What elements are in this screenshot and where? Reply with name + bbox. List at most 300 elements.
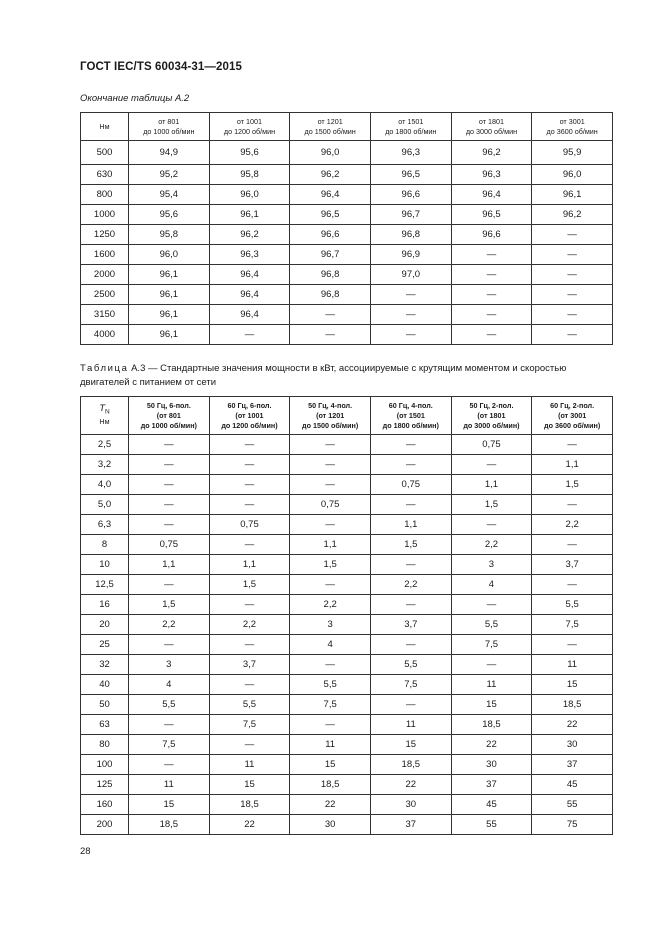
table-cell: 30 (451, 755, 532, 775)
table-cell: 3 (290, 615, 371, 635)
table-cell: 3,7 (370, 615, 451, 635)
torque-subscript: N (105, 408, 110, 416)
table-cell: — (532, 225, 613, 245)
table-cell: 3,7 (532, 555, 613, 575)
table-cell: — (209, 675, 290, 695)
table-cell: — (532, 495, 613, 515)
column-header (532, 113, 613, 141)
table-row (81, 141, 613, 165)
table-cell: 97,0 (370, 265, 451, 285)
table-cell: 15 (370, 735, 451, 755)
table-cell: 10 (81, 555, 129, 575)
column-header-line: (от 1801 (477, 410, 506, 420)
column-header-line: (от 801 (156, 410, 181, 420)
table-cell: 630 (81, 165, 129, 185)
table-cell: — (451, 455, 532, 475)
column-header (370, 113, 451, 141)
column-header-line: 60 Гц, 4-пол. (388, 400, 433, 410)
table-row (81, 675, 613, 695)
table-cell: 2,2 (290, 595, 371, 615)
table-cell: 3150 (81, 305, 129, 325)
table-cell: 96,3 (209, 245, 290, 265)
table-cell: 50 (81, 695, 129, 715)
table-cell: 37 (370, 815, 451, 835)
table-cell: — (209, 325, 290, 345)
table-cell: 15 (532, 675, 613, 695)
table-cell: — (370, 325, 451, 345)
table2-header-row (81, 397, 613, 435)
table-a2-continuation (80, 112, 613, 345)
table-cell: 200 (81, 815, 129, 835)
table-cell: 100 (81, 755, 129, 775)
table2-caption (80, 362, 612, 390)
table-cell: — (290, 435, 371, 455)
table-cell: 3 (451, 555, 532, 575)
table-cell: 0,75 (209, 515, 290, 535)
table-cell: 25 (81, 635, 129, 655)
table-cell: 30 (370, 795, 451, 815)
column-header-line: до 3000 об/мин (465, 126, 518, 136)
table-cell: 2000 (81, 265, 129, 285)
table-cell: 96,5 (290, 205, 371, 225)
table-cell: — (290, 515, 371, 535)
column-header (532, 397, 613, 435)
table-cell: 18,5 (370, 755, 451, 775)
table-cell: 5,5 (129, 695, 210, 715)
table-row (81, 435, 613, 455)
table-cell: — (532, 635, 613, 655)
table-cell: 4000 (81, 325, 129, 345)
table-cell: — (209, 495, 290, 515)
table-cell: 15 (290, 755, 371, 775)
table-cell: 15 (209, 775, 290, 795)
table-cell: 96,4 (209, 265, 290, 285)
table-cell: 7,5 (451, 635, 532, 655)
table-cell: 75 (532, 815, 613, 835)
column-header-line: до 3600 об/мин (546, 126, 598, 136)
table-cell: 12,5 (81, 575, 129, 595)
table-cell: 22 (370, 775, 451, 795)
table-cell: 1250 (81, 225, 129, 245)
column-header-line: от 3001 (559, 116, 585, 126)
column-header-line: до 1800 об/мин) (382, 420, 439, 430)
table-row (81, 795, 613, 815)
table-cell: — (451, 265, 532, 285)
table-cell: 2,2 (129, 615, 210, 635)
table-cell: — (451, 245, 532, 265)
table-cell: 11 (209, 755, 290, 775)
table-cell: — (129, 715, 210, 735)
table-cell: 96,0 (129, 245, 210, 265)
table-cell: 5,5 (451, 615, 532, 635)
table-cell: 18,5 (532, 695, 613, 715)
table-cell: 95,6 (129, 205, 210, 225)
table-cell: 96,4 (209, 305, 290, 325)
torque-unit: Нм (99, 417, 110, 427)
table-cell: 95,2 (129, 165, 210, 185)
table-cell: 2500 (81, 285, 129, 305)
column-header-line: (от 3001 (558, 410, 587, 420)
table2-caption-label: Таблица (80, 363, 129, 374)
table-cell: 96,7 (370, 205, 451, 225)
column-header-line: от 1201 (317, 116, 343, 126)
table-cell: — (532, 285, 613, 305)
table-row (81, 535, 613, 555)
table-cell: — (129, 755, 210, 775)
table-cell: 45 (451, 795, 532, 815)
table-cell: — (209, 595, 290, 615)
torque-symbol: T (99, 402, 106, 414)
table-cell: — (370, 435, 451, 455)
table-cell: 96,4 (290, 185, 371, 205)
column-header-line: 50 Гц, 6-пол. (146, 400, 191, 410)
table-row (81, 735, 613, 755)
table-cell: 11 (532, 655, 613, 675)
table-cell: — (209, 435, 290, 455)
table-cell: — (290, 575, 371, 595)
table-cell: 6,3 (81, 515, 129, 535)
column-header-line: (от 1501 (396, 410, 425, 420)
table-a3 (80, 396, 613, 835)
column-header (290, 397, 371, 435)
table-row (81, 305, 613, 325)
table-row (81, 225, 613, 245)
column-header-line: до 1000 об/мин) (140, 420, 197, 430)
table-cell: 18,5 (451, 715, 532, 735)
table-cell: 1,5 (290, 555, 371, 575)
table-cell: 1,5 (209, 575, 290, 595)
column-header (129, 397, 210, 435)
table-cell: — (451, 515, 532, 535)
table-row (81, 205, 613, 225)
table-cell: 4 (129, 675, 210, 695)
column-header (81, 113, 129, 141)
table-cell: 96,1 (129, 325, 210, 345)
table-cell: 96,0 (532, 165, 613, 185)
table-cell: 3,7 (209, 655, 290, 675)
table-cell: 18,5 (209, 795, 290, 815)
table-cell: 11 (451, 675, 532, 695)
table-cell: 11 (129, 775, 210, 795)
table-row (81, 555, 613, 575)
table-row (81, 815, 613, 835)
column-header-line: до 3000 об/мин) (463, 420, 520, 430)
table-cell: 18,5 (290, 775, 371, 795)
table-row (81, 635, 613, 655)
table-cell: 0,75 (370, 475, 451, 495)
table1-body (81, 141, 613, 345)
table-cell: 1,5 (532, 475, 613, 495)
table-cell: 5,0 (81, 495, 129, 515)
table-row (81, 755, 613, 775)
table-cell: 1,5 (370, 535, 451, 555)
table-cell: 160 (81, 795, 129, 815)
table-cell: — (370, 595, 451, 615)
table-row (81, 265, 613, 285)
table-cell: — (209, 635, 290, 655)
table-cell: 96,0 (290, 141, 371, 165)
column-header (451, 397, 532, 435)
column-header-line: Нм (99, 121, 110, 131)
table-cell: 15 (129, 795, 210, 815)
table-cell: 800 (81, 185, 129, 205)
table2-caption-text: А.3 — Стандартные значения мощности в кВт, ассоциируемые с крутящим моментом и скоростью двигателей с питанием от сети (80, 363, 567, 388)
table-cell: — (532, 575, 613, 595)
table-cell: 30 (290, 815, 371, 835)
column-header-line: 60 Гц, 6-пол. (227, 400, 272, 410)
torque-column-header (81, 397, 129, 435)
table-cell: 96,6 (290, 225, 371, 245)
table-cell: 95,4 (129, 185, 210, 205)
column-header (290, 113, 371, 141)
table-cell: 96,2 (532, 205, 613, 225)
table-cell: 96,8 (290, 265, 371, 285)
table-cell: 500 (81, 141, 129, 165)
table-cell: 2,2 (532, 515, 613, 535)
table-cell: 63 (81, 715, 129, 735)
table-cell: 37 (532, 755, 613, 775)
table-cell: 96,8 (370, 225, 451, 245)
column-header (451, 113, 532, 141)
table-cell: 15 (451, 695, 532, 715)
table-cell: 96,6 (451, 225, 532, 245)
table-cell: 80 (81, 735, 129, 755)
table-cell: — (532, 435, 613, 455)
table-cell: 95,8 (129, 225, 210, 245)
table-row (81, 655, 613, 675)
table-cell: — (129, 575, 210, 595)
table-row (81, 455, 613, 475)
table-cell: — (290, 305, 371, 325)
table-cell: 11 (290, 735, 371, 755)
column-header-line: от 1801 (478, 116, 505, 126)
table-cell: 5,5 (370, 655, 451, 675)
table-cell: — (451, 325, 532, 345)
table-cell: 2,2 (370, 575, 451, 595)
table-cell: 95,8 (209, 165, 290, 185)
table1-header-row (81, 113, 613, 141)
column-header-line: до 1200 об/мин (223, 126, 276, 136)
table-cell: 16 (81, 595, 129, 615)
table-cell: 4,0 (81, 475, 129, 495)
table-cell: 96,3 (370, 141, 451, 165)
table-cell: 7,5 (209, 715, 290, 735)
table-cell: 96,9 (370, 245, 451, 265)
table-cell: — (290, 475, 371, 495)
column-header-line: до 1500 об/мин (304, 126, 356, 136)
table-cell: — (290, 455, 371, 475)
table-row (81, 615, 613, 635)
table-row (81, 595, 613, 615)
table-cell: 5,5 (532, 595, 613, 615)
table-cell: 45 (532, 775, 613, 795)
table-cell: — (370, 305, 451, 325)
table-cell: 125 (81, 775, 129, 795)
table-cell: 95,9 (532, 141, 613, 165)
table-cell: — (370, 555, 451, 575)
table-row (81, 775, 613, 795)
table-row (81, 165, 613, 185)
column-header-line: 50 Гц, 4-пол. (308, 400, 353, 410)
table-cell: 32 (81, 655, 129, 675)
table-cell: 96,8 (290, 285, 371, 305)
table-cell: — (532, 535, 613, 555)
table1-caption: Окончание таблицы А.2 (80, 93, 190, 104)
table-cell: 5,5 (209, 695, 290, 715)
table-cell: 0,75 (451, 435, 532, 455)
table-cell: — (129, 435, 210, 455)
table-cell: — (451, 305, 532, 325)
table-row (81, 475, 613, 495)
table-row (81, 325, 613, 345)
table-cell: 2,2 (451, 535, 532, 555)
column-header (209, 397, 290, 435)
table-cell: — (209, 455, 290, 475)
table-cell: 22 (290, 795, 371, 815)
column-header (209, 113, 290, 141)
table-row (81, 695, 613, 715)
table-cell: 96,4 (209, 285, 290, 305)
table-cell: 3,2 (81, 455, 129, 475)
table-cell: — (209, 535, 290, 555)
table-cell: — (129, 515, 210, 535)
table-cell: 96,5 (451, 205, 532, 225)
table-cell: 96,1 (129, 265, 210, 285)
table-cell: — (451, 595, 532, 615)
column-header (370, 397, 451, 435)
table-cell: 0,75 (129, 535, 210, 555)
table-cell: — (370, 495, 451, 515)
table-cell: 2,5 (81, 435, 129, 455)
table-row (81, 575, 613, 595)
table-row (81, 245, 613, 265)
column-header-line: 60 Гц, 2-пол. (550, 400, 595, 410)
column-header-line: (от 1001 (235, 410, 264, 420)
table-cell: 96,3 (451, 165, 532, 185)
column-header (129, 113, 210, 141)
table-cell: 1,1 (532, 455, 613, 475)
table-cell: 1,1 (370, 515, 451, 535)
table-row (81, 715, 613, 735)
table-cell: — (532, 245, 613, 265)
table-cell: 95,6 (209, 141, 290, 165)
table-cell: 96,1 (129, 285, 210, 305)
table-cell: 2,2 (209, 615, 290, 635)
column-header-line: до 3600 об/мин) (544, 420, 601, 430)
column-header-line: до 1800 об/мин (385, 126, 437, 136)
table-cell: — (532, 325, 613, 345)
table-cell: — (290, 655, 371, 675)
column-header-line: от 1001 (236, 116, 263, 126)
table-cell: 94,9 (129, 141, 210, 165)
table-cell: 8 (81, 535, 129, 555)
table2-body (81, 435, 613, 835)
table-cell: 7,5 (370, 675, 451, 695)
column-header-line: до 1200 об/мин) (221, 420, 278, 430)
column-header-line: до 1000 об/мин (143, 126, 195, 136)
table-cell: — (451, 655, 532, 675)
document-header: ГОСТ IEC/TS 60034-31—2015 (80, 61, 242, 73)
table-cell: 22 (451, 735, 532, 755)
table-cell: — (209, 475, 290, 495)
table-cell: — (370, 455, 451, 475)
table-cell: 1,5 (451, 495, 532, 515)
table-cell: — (129, 475, 210, 495)
table-cell: 96,1 (209, 205, 290, 225)
table-cell: 22 (209, 815, 290, 835)
table-cell: 96,2 (451, 141, 532, 165)
table-cell: — (129, 455, 210, 475)
table-cell: 20 (81, 615, 129, 635)
table-cell: 18,5 (129, 815, 210, 835)
column-header-line: до 1500 об/мин) (302, 420, 359, 430)
table-cell: 55 (451, 815, 532, 835)
table-cell: 1,1 (451, 475, 532, 495)
table-cell: — (129, 635, 210, 655)
table-cell: 1,5 (129, 595, 210, 615)
table-cell: 0,75 (290, 495, 371, 515)
table-cell: 1600 (81, 245, 129, 265)
table-cell: — (290, 715, 371, 735)
table-row (81, 285, 613, 305)
table-cell: — (290, 325, 371, 345)
table-cell: 96,4 (451, 185, 532, 205)
table-cell: 30 (532, 735, 613, 755)
table-cell: 96,1 (129, 305, 210, 325)
table-cell: 11 (370, 715, 451, 735)
table-cell: — (532, 265, 613, 285)
table-cell: 96,1 (532, 185, 613, 205)
table-cell: 96,0 (209, 185, 290, 205)
table-cell: 1,1 (129, 555, 210, 575)
table-row (81, 185, 613, 205)
table-row (81, 515, 613, 535)
table-cell: 22 (532, 715, 613, 735)
table-cell: 7,5 (290, 695, 371, 715)
column-header-line: от 801 (158, 116, 180, 126)
table-cell: — (209, 735, 290, 755)
table-cell: — (370, 695, 451, 715)
table-cell: 55 (532, 795, 613, 815)
column-header-line: (от 1201 (316, 410, 345, 420)
table-cell: — (129, 495, 210, 515)
table-cell: 4 (451, 575, 532, 595)
page-number: 28 (80, 846, 91, 857)
table-cell: — (370, 635, 451, 655)
table-cell: 96,5 (370, 165, 451, 185)
table-cell: 96,2 (209, 225, 290, 245)
table-cell: — (451, 285, 532, 305)
table-cell: — (370, 285, 451, 305)
table-cell: 96,7 (290, 245, 371, 265)
table-cell: 7,5 (532, 615, 613, 635)
table-cell: 1,1 (290, 535, 371, 555)
table-cell: 40 (81, 675, 129, 695)
table-cell: 7,5 (129, 735, 210, 755)
table-cell: 96,2 (290, 165, 371, 185)
column-header-line: от 1501 (398, 116, 424, 126)
table-cell: 1000 (81, 205, 129, 225)
column-header-line: 50 Гц, 2-пол. (469, 400, 514, 410)
table-cell: 96,6 (370, 185, 451, 205)
table-cell: 4 (290, 635, 371, 655)
table-row (81, 495, 613, 515)
table-cell: — (532, 305, 613, 325)
table-cell: 5,5 (290, 675, 371, 695)
table-cell: 1,1 (209, 555, 290, 575)
table-cell: 37 (451, 775, 532, 795)
table-cell: 3 (129, 655, 210, 675)
